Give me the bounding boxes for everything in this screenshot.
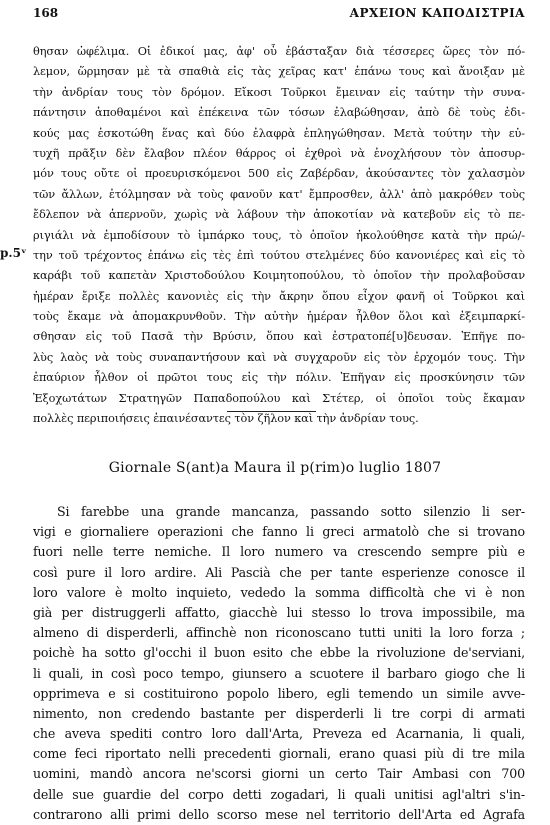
text-line: poichè ha sotto gl'occhi il buon esito che ebbe la rivoluzione de'serviani, <box>33 645 525 661</box>
text-line: ριγιάλι νὰ ἐμποδίσουν τὸ ἰμπάρκο τους, τὸ ὁποῖον ἠκολούθησε κατὰ τὴν πρώ/- <box>33 228 525 242</box>
text-line: ἡμέραν ἔριξε πολλὲς κανονιὲς εἰς τὴν ἄκρην ὅπου εἶχον φανῆ οἱ Τοῦρκοι καὶ <box>33 289 525 303</box>
text-line: già per distruggerli affatto, giacchè lui stesso lo trova impossibile, ma <box>33 604 525 620</box>
page-header <box>33 6 525 24</box>
text-line: uomini, mandò ancora ne'scorsi giorni un certo Tair Ambasi con 700 <box>33 766 525 782</box>
page-number: 168 <box>33 6 59 20</box>
text-line: che aveva spediti contro loro dall'Arta, Preveza ed Acarnania, li quali, <box>33 726 525 742</box>
text-line: opprimeva e si costituirono popolo libero, egli temendo un simile avve- <box>33 685 525 701</box>
running-head: ΑΡΧΕΙΟΝ ΚΑΠΟΔΙΣΤΡΙΑ <box>349 6 525 20</box>
text-line: ἐπαύριον ἦλθον οἱ πρῶτοι τους εἰς τὴν πόλιν. Ἐπῆγαν εἰς προσκύνησιν τῶν <box>33 371 525 385</box>
text-line: fuori nelle terre nemiche. Il loro numero va crescendo sempre più e <box>33 544 525 560</box>
text-line: θησαν ὠφέλιμα. Οἱ ἐδικοί μας, ἀφ' οὗ ἐβάσταξαν διὰ τέσσερες ὥρες τὸν πό- <box>33 45 525 58</box>
text-line: delle sue guardie del corpo detti zogadari, li quali unitisi agl'altri s'in- <box>33 786 525 802</box>
section-divider <box>227 411 316 412</box>
text-line: τὴν ἀνδρίαν τους τὸν δρόμον. Εἴκοσι Τοῦρκοι ἔμειναν εἰς ταύτην τὴν συνα- <box>33 85 525 99</box>
text-line: πάντησιν ἀποθαμένοι καὶ ἐπέκεινα τῶν τόσων ἐλαβώθησαν, ἀπὸ δὲ τοὺς ἐδι- <box>33 106 525 120</box>
text-line: καράβι τοῦ καπετὰν Χριστοδούλου Κοιμητοπούλου, τὸ ὁποῖον τὴν προλαβοῦσαν <box>33 269 525 283</box>
text-line: τυχῆ πρᾶξιν δὲν ἔλαβον πλέον θάρρος οἱ ἐχθροὶ νὰ ἐνοχλήσουν τὸν ἀποσυρ- <box>33 146 525 160</box>
text-line: πολλὲς περιποιήσεις ἐπαινέσαντες τὸν ζῆλον καὶ τὴν ἀνδρίαν τους. <box>33 412 419 426</box>
text-line: κούς μας ἐσκοτώθη ἕνας καὶ δύο ἐλαφρὰ ἐπληγώθησαν. Μετὰ τούτην τὴν εὐ- <box>33 126 525 140</box>
margin-folio-note: p.5ᵛ <box>0 246 27 260</box>
text-line: ἔδλεπον νὰ ἀπερνοῦν, χωρὶς νὰ λάβουν τὴν ἀποκοτίαν νὰ κατεβοῦν εἰς τὸ πε- <box>33 208 525 222</box>
text-line: λεμον, ὥρμησαν μὲ τὰ σπαθιὰ εἰς τὰς χεῖρας κατ' ἐπάνω τους καὶ ἄνοιξαν μὲ <box>33 65 525 79</box>
text-line: μόν τους οὔτε οἱ προευρισκόμενοι 500 εἰς Ζαβέρδαν, ἀκούσαντες τὸν χαλασμὸν <box>33 167 525 181</box>
text-line: τῶν ἄλλων, ἐτόλμησαν νὰ τοὺς φανοῦν κατ' ἔμπροσθεν, ἀλλ' ἀπὸ μακρόθεν τοὺς <box>33 187 525 201</box>
section-title: Giornale S(ant)a Maura il p(rim)o luglio 1807 <box>108 460 442 476</box>
text-line: come feci riportato nelli precedenti giornali, erano quasi più di tre mila <box>33 746 525 762</box>
text-line: την τοῦ τρέχοντος ἐπάνω εἰς τὲς ἐπὶ τούτου στελμένες δύο κανονιέρες καὶ εἰς τὸ <box>33 248 525 262</box>
text-line: vigi e giornaliere operazioni che fanno li greci armatolò che si trovano <box>33 524 525 540</box>
text-line: loro valore è molto inquieto, vededo la somma difficoltà che vi è non <box>33 584 525 600</box>
text-line: σθησαν εἰς τοῦ Πασᾶ τὴν Βρύσιν, ὅπου καὶ ἐστρατοπέ[υ]δευσαν. Ἐπῆγε πο- <box>33 330 525 344</box>
text-line: almeno di disperderli, affinchè non riconoscano tutti uniti la loro forza ; <box>33 625 525 641</box>
italian-text-block <box>33 502 525 825</box>
text-line: τοὺς ἔκαμε νὰ ἀπομακρυνθοῦν. Τὴν αὐτὴν ἡμέραν ἦλθον ὅλοι καὶ ἐξειμπαρκί- <box>33 310 525 324</box>
text-line: li quali, in così poco tempo, giunsero a scuotere il barbaro giogo che li <box>33 665 525 681</box>
text-line: così pure il loro ardire. Ali Pascià che per tante esperienze conosce il <box>33 564 525 580</box>
text-line: contrarono alli primi dello scorso mese nel territorio dell'Arta ed Agrafa <box>33 806 525 822</box>
greek-text-block <box>33 42 525 429</box>
text-line: Ἐξοχωτάτων Στρατηγῶν Παπαδοπούλου καὶ Στέτερ, οἱ ὁποῖοι τοὺς ἔκαμαν <box>33 391 525 405</box>
text-line: nimento, non credendo bastante per disperderli li tre corpi di armati <box>33 705 525 721</box>
text-line: Si farebbe una grande mancanza, passando sotto silenzio li ser- <box>57 504 525 519</box>
text-line: λὺς λαὸς νὰ τοὺς συναπαντήσουν καὶ νὰ συγχαροῦν εἰς τὸν ἐρχομόν τους. Τὴν <box>33 350 525 364</box>
